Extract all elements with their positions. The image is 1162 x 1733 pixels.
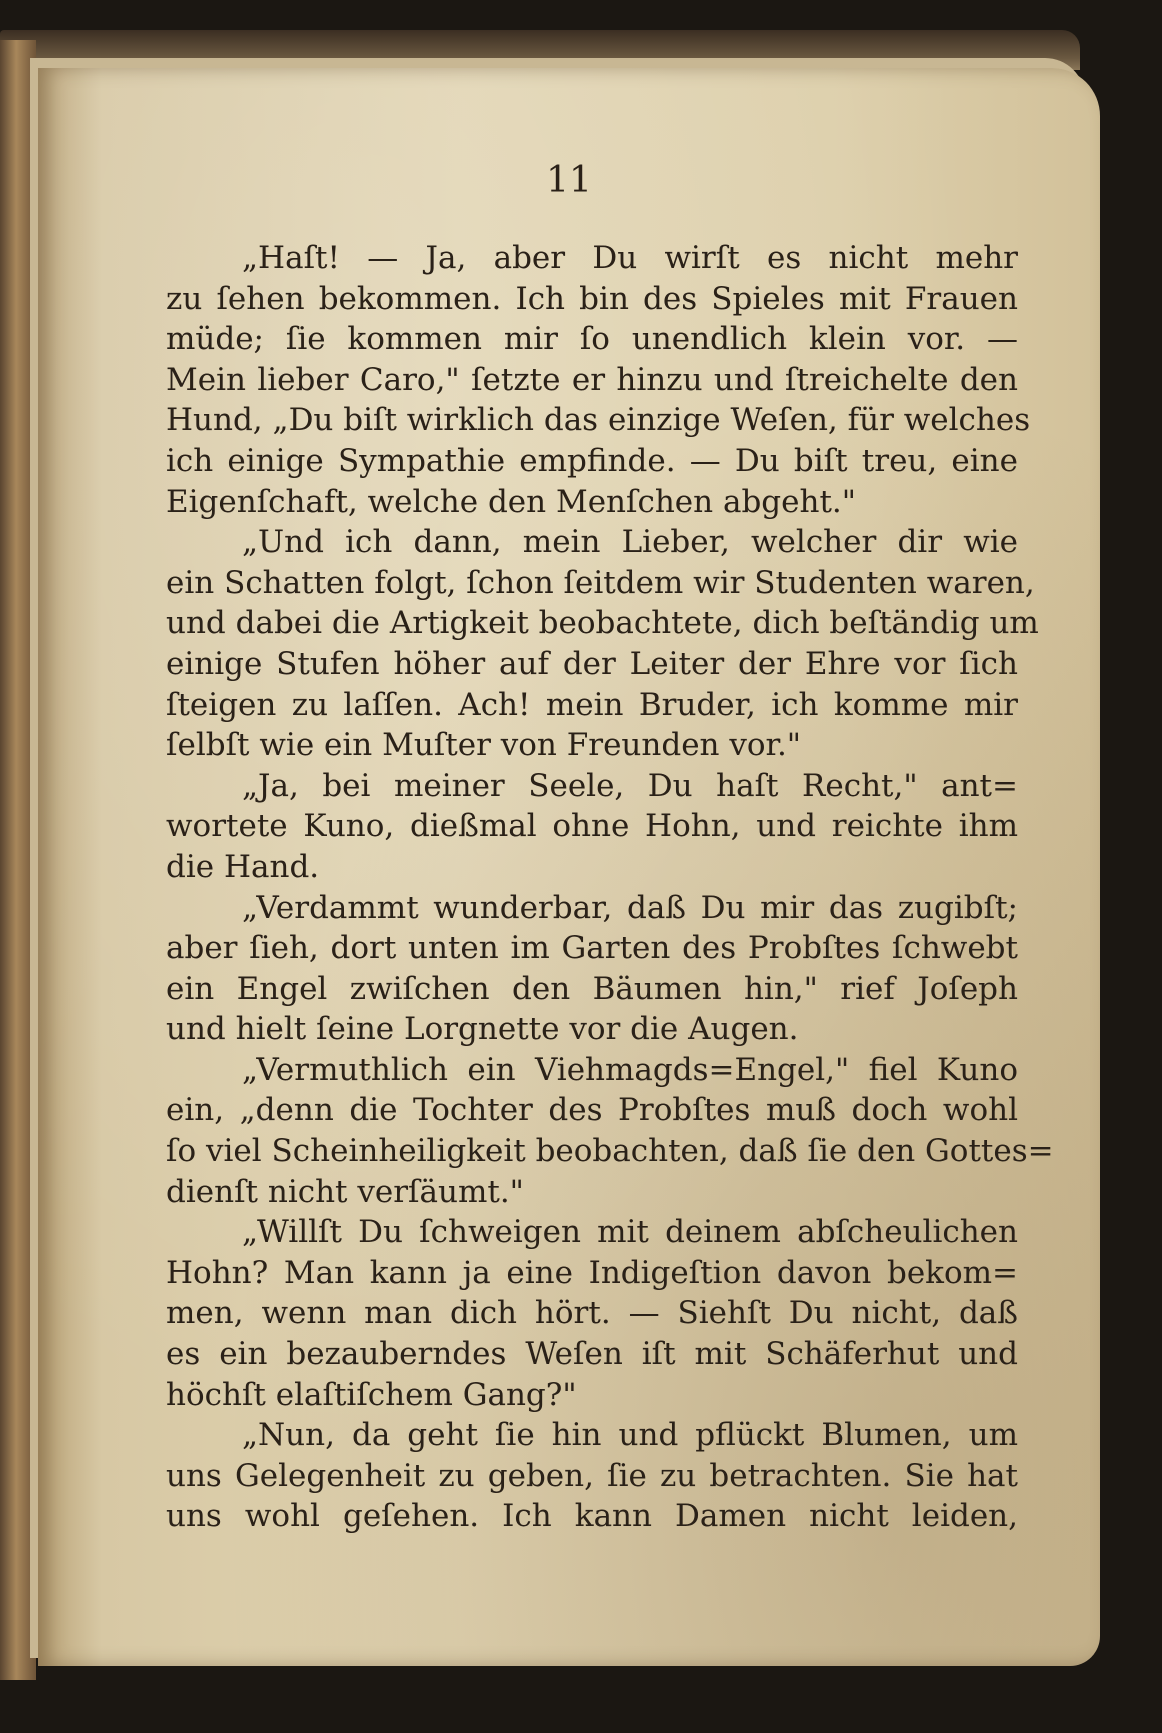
text-line: einige Stufen höher auf der Leiter der Ehre vor ſich	[166, 645, 1018, 682]
page-number: 11	[546, 160, 592, 201]
text-line: ſelbſt wie ein Muſter von Freunden vor."	[166, 727, 802, 764]
text-line: Hund, „Du biſt wirklich das einzige Weſen, für welches	[166, 402, 1031, 439]
text-line: zu ſehen bekommen. Ich bin des Spieles mit Frauen	[166, 280, 1018, 317]
text-line: ein Schatten folgt, ſchon ſeitdem wir Studenten waren,	[166, 564, 1035, 601]
text-line: Eigenſchaft, welche den Menſchen abgeht."	[166, 483, 857, 520]
text-line: es ein bezauberndes Weſen iſt mit Schäferhut und	[166, 1336, 1018, 1373]
text-line: dienſt nicht verſäumt."	[166, 1173, 524, 1210]
book-page	[38, 68, 1100, 1666]
text-line: und dabei die Artigkeit beobachtete, dich beſtändig um	[166, 605, 1039, 642]
body-text	[166, 238, 1054, 1537]
text-line: höchſt elaſtiſchem Gang?"	[166, 1376, 577, 1413]
text-line: und hielt ſeine Lorgnette vor die Augen.	[166, 1011, 799, 1048]
text-line: aber ſieh, dort unten im Garten des Probſtes ſchwebt	[166, 930, 1018, 967]
text-line: ſo viel Scheinheiligkeit beobachten, daß ſie den Gottes=	[166, 1133, 1054, 1170]
text-line: „Haſt! — Ja, aber Du wirſt es nicht mehr	[242, 240, 1018, 276]
text-line: uns Gelegenheit zu geben, ſie zu betrachten. Sie hat	[166, 1457, 1018, 1494]
text-line: „Und ich dann, mein Lieber, welcher dir wie	[242, 524, 1018, 561]
text-line: ſteigen zu laſſen. Ach! mein Bruder, ich komme mir	[166, 686, 1018, 723]
text-line: ein Engel zwiſchen den Bäumen hin," rief Joſeph	[166, 970, 1018, 1007]
text-line: Mein lieber Caro," ſetzte er hinzu und ſtreichelte den	[166, 361, 1018, 398]
text-line: wortete Kuno, dießmal ohne Hohn, und reichte ihm	[166, 808, 1018, 845]
text-line: ich einige Sympathie empfinde. — Du biſt treu, eine	[166, 442, 1018, 479]
text-line: men, wenn man dich hört. — Siehſt Du nicht, daß	[166, 1295, 1018, 1332]
text-line: „Vermuthlich ein Viehmagds=Engel," fiel Kuno	[242, 1051, 1018, 1088]
text-line: Hohn? Man kann ja eine Indigeſtion davon bekom=	[166, 1254, 1018, 1291]
text-line: „Nun, da geht ſie hin und pflückt Blumen, um	[242, 1417, 1018, 1454]
text-line: „Ja, bei meiner Seele, Du haſt Recht," ant=	[242, 767, 1018, 804]
text-line: ein, „denn die Tochter des Probſtes muß doch wohl	[166, 1092, 1018, 1129]
text-line: die Hand.	[166, 848, 320, 885]
text-line: „Willſt Du ſchweigen mit deinem abſcheulichen	[242, 1214, 1018, 1251]
text-line: uns wohl geſehen. Ich kann Damen nicht leiden,	[166, 1498, 1018, 1535]
text-line: müde; ſie kommen mir ſo unendlich klein vor. —	[166, 321, 1018, 358]
text-line: „Verdammt wunderbar, daß Du mir das zugibſt;	[242, 889, 1018, 926]
